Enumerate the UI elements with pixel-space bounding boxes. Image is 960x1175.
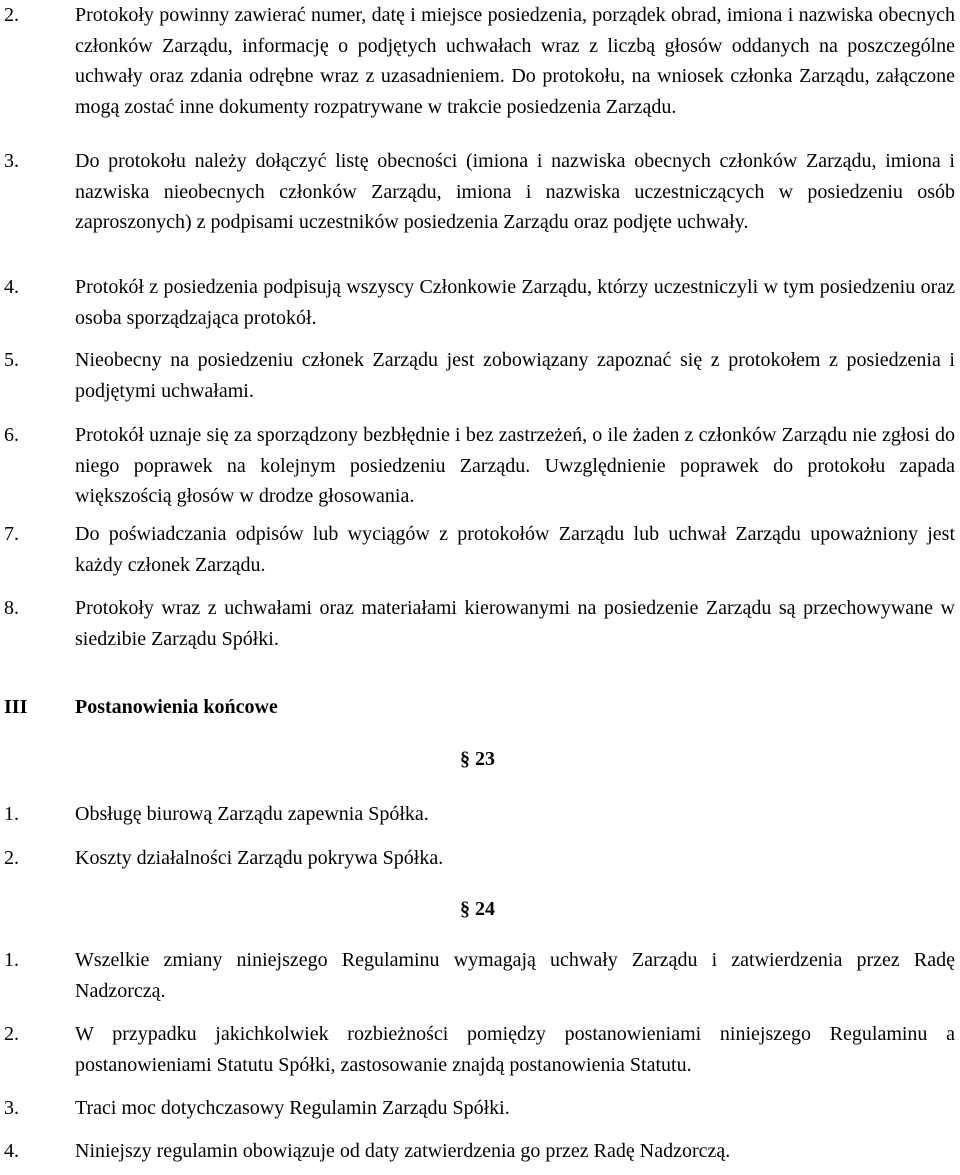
item-text: Protokoły powinny zawierać numer, datę i miejsce posiedzenia, porządek obrad, imiona i nazwiska obecnych członków Zarządu, informację o podjętych uchwałach wraz z liczbą głosów oddanych na poszczególne uchwały oraz zdania odrębne wraz z uzasadnieniem. Do protokołu, na wniosek członka Zarządu, załączone mogą zostać inne dokumenty rozpatrywane w trakcie posiedzenia Zarządu.	[75, 4, 955, 118]
item-text: Koszty działalności Zarządu pokrywa Spółka.	[75, 847, 444, 869]
list-item	[0, 519, 955, 580]
list-item	[0, 420, 955, 512]
list-item	[0, 593, 955, 654]
item-text: Wszelkie zmiany niniejszego Regulaminu wymagają uchwały Zarządu i zatwierdzenia przez Radę Nadzorczą.	[75, 949, 955, 1002]
list-item	[0, 1019, 955, 1080]
item-text: W przypadku jakichkolwiek rozbieżności pomiędzy postanowieniami niniejszego Regulaminu a postanowieniami Statutu Spółki, zastosowanie znajdą postanowienia Statutu.	[75, 1023, 955, 1076]
paragraph-label-23: § 23	[460, 748, 495, 770]
item-number: 1.	[4, 803, 19, 825]
item-text: Protokół uznaje się za sporządzony bezbłędnie i bez zastrzeżeń, o ile żaden z członków Zarządu nie zgłosi do niego poprawek na kolejnym posiedzeniu Zarządu. Uwzględnienie poprawek do protokołu zapada większością głosów w drodze głosowania.	[75, 424, 955, 507]
item-number: 4.	[4, 1140, 19, 1162]
item-text: Do poświadczania odpisów lub wyciągów z protokołów Zarządu lub uchwał Zarządu upoważniony jest każdy członek Zarządu.	[75, 523, 955, 576]
list-item	[0, 146, 955, 238]
item-number: 4.	[4, 276, 19, 298]
list-item	[0, 799, 955, 830]
item-number: 8.	[4, 597, 19, 619]
item-number: 7.	[4, 523, 19, 545]
item-number: 2.	[4, 1023, 19, 1045]
item-text: Nieobecny na posiedzeniu członek Zarządu jest zobowiązany zapoznać się z protokołem z posiedzenia i podjętymi uchwałami.	[75, 349, 955, 402]
list-item	[0, 272, 955, 333]
item-number: 5.	[4, 349, 19, 371]
list-item	[0, 0, 955, 122]
paragraph-label-24: § 24	[460, 898, 495, 920]
item-number: 3.	[4, 1097, 19, 1119]
item-text: Protokół z posiedzenia podpisują wszyscy Członkowie Zarządu, którzy uczestniczyli w tym posiedzeniu oraz osoba sporządzająca protokół.	[75, 276, 955, 329]
list-item	[0, 345, 955, 406]
item-text: Obsługę biurową Zarządu zapewnia Spółka.	[75, 803, 429, 825]
section-title: Postanowienia końcowe	[75, 696, 278, 718]
item-text: Do protokołu należy dołączyć listę obecności (imiona i nazwiska obecnych członków Zarządu, imiona i nazwiska nieobecnych członków Zarządu, imiona i nazwiska uczestniczących w posiedzeniu osób zaproszonych) z podpisami uczestników posiedzenia Zarządu oraz podjęte uchwały.	[75, 150, 955, 233]
list-item	[0, 843, 955, 874]
item-text: Niniejszy regulamin obowiązuje od daty zatwierdzenia go przez Radę Nadzorczą.	[75, 1140, 731, 1162]
section-number: III	[4, 696, 28, 718]
item-number: 2.	[4, 4, 19, 26]
item-text: Traci moc dotychczasowy Regulamin Zarządu Spółki.	[75, 1097, 510, 1119]
item-text: Protokoły wraz z uchwałami oraz materiałami kierowanymi na posiedzenie Zarządu są przechowywane w siedzibie Zarządu Spółki.	[75, 597, 955, 650]
item-number: 3.	[4, 150, 19, 172]
list-item	[0, 1093, 955, 1124]
list-item	[0, 1136, 955, 1167]
item-number: 1.	[4, 949, 19, 971]
item-number: 6.	[4, 424, 19, 446]
item-number: 2.	[4, 847, 19, 869]
list-item	[0, 945, 955, 1006]
